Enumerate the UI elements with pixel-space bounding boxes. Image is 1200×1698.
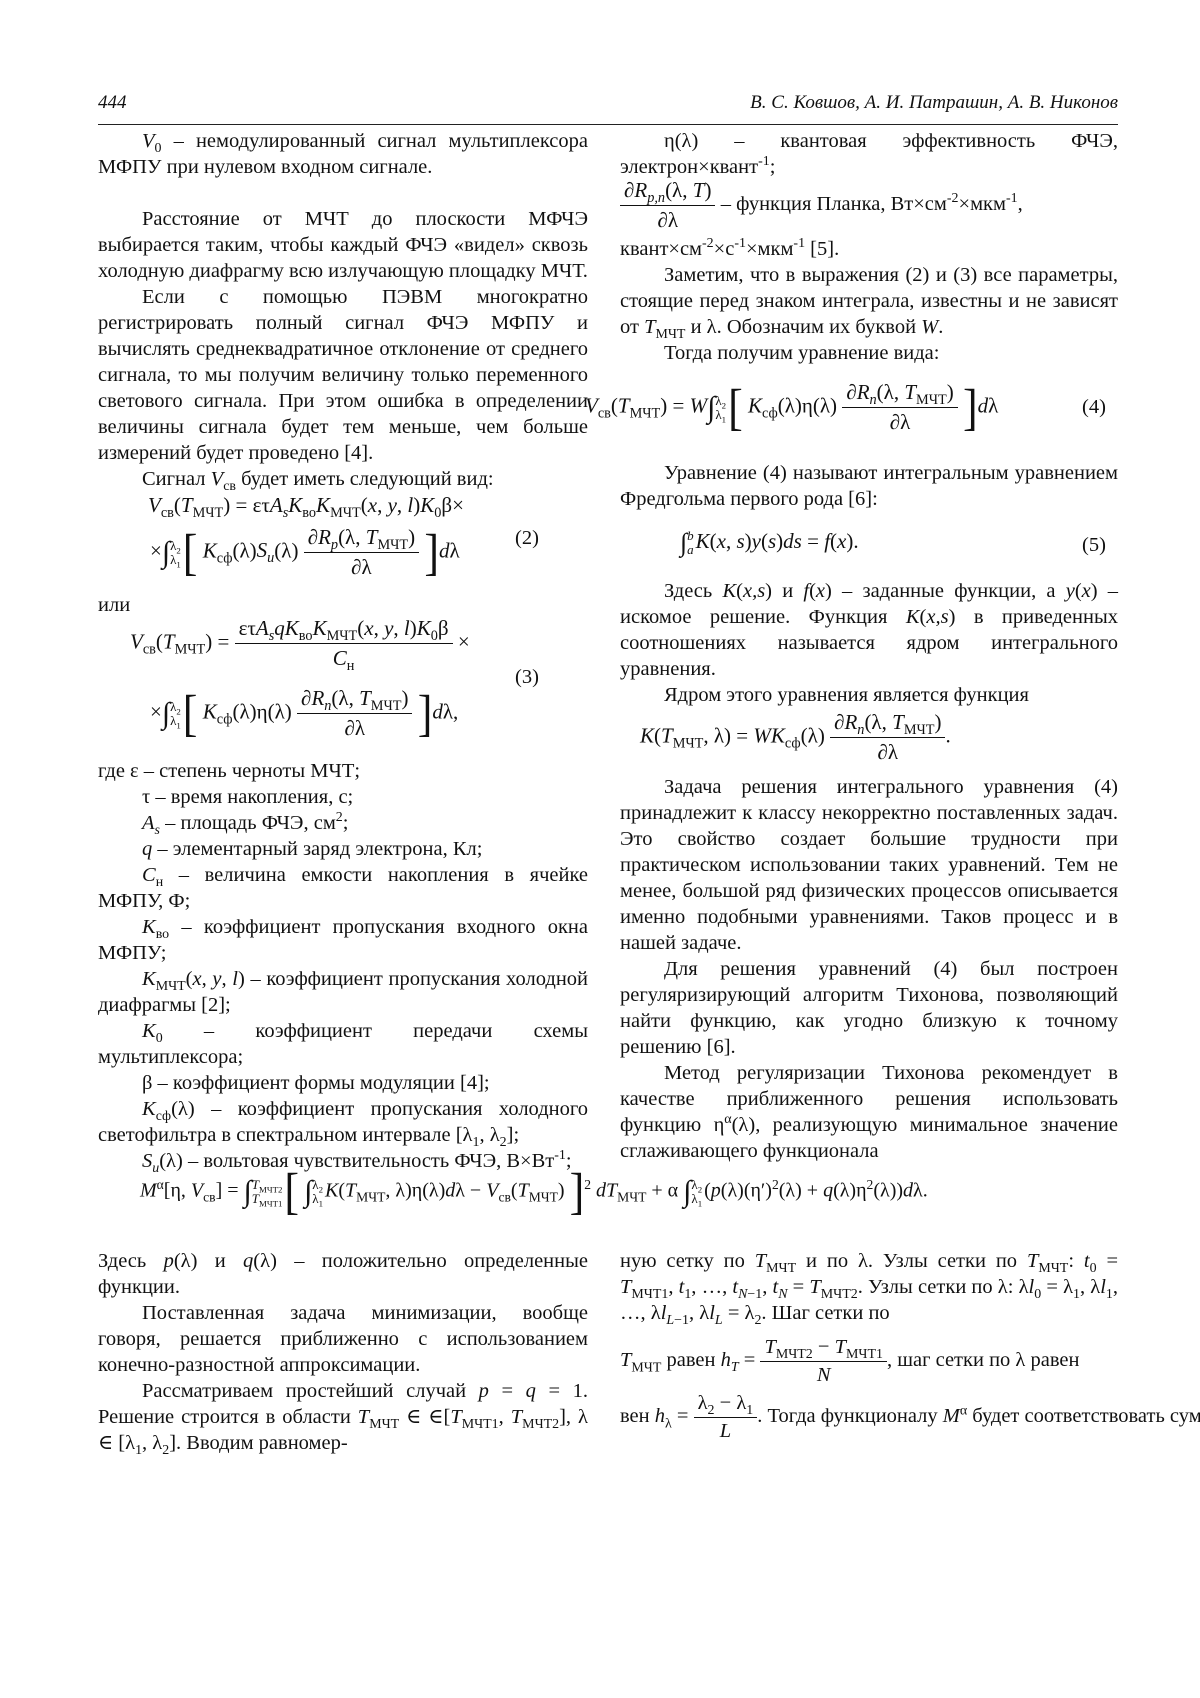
step-t-line: TМЧТ равен hT = TМЧТ2 − TМЧТ1 N , шаг сетки по λ равен [620, 1336, 1079, 1387]
paragraph-note: Заметим, что в выражения (2) и (3) все параметры, стоящие перед знаком интеграла, известны и не зависят от TМЧТ и λ. Обозначим их буквой W. [620, 262, 1118, 340]
right-fredholm [620, 460, 1118, 512]
equation-2-number: (2) [515, 527, 539, 550]
equation-4: Vсв(TМЧТ) = W∫λ2 λ1[ Kсф(λ)η(λ) ∂Rn(λ, TМЧТ) ∂λ ]dλ [585, 380, 998, 435]
running-header [98, 92, 1118, 120]
bottom-left-column [98, 1248, 588, 1456]
def-su: Su(λ) – вольтовая чувствительность ФЧЭ, В×Вт-1; [98, 1148, 588, 1174]
header-rule [98, 124, 1118, 125]
page [0, 0, 1200, 1698]
paragraph-simplest: Рассматриваем простейший случай p = q = 1. Решение строится в области TМЧТ ∈ ∈[TМЧТ1, TМЧТ2], λ ∈ [λ1, λ2]. Вводим равномер- [98, 1378, 588, 1456]
paragraph-grid: ную сетку по TМЧТ и по λ. Узлы сетки по TМЧТ: t0 = TМЧТ1, t1, …, tN−1, tN = TМЧТ2. Узлы сетки по λ: λl0 = λ1, λl1, …, λlL−1, λlL = λ2. Шаг сетки по [620, 1248, 1118, 1326]
right-column-main [620, 236, 1118, 366]
def-eta: η(λ) – квантовая эффективность ФЧЭ, электрон×квант-1; [620, 128, 1118, 180]
paragraph-signal: Сигнал Vсв будет иметь следующий вид: [98, 466, 588, 492]
equation-3-line2: ×∫λ2 λ1[ Kсф(λ)η(λ) ∂Rn(λ, TМЧТ) ∂λ ]dλ, [150, 686, 458, 741]
paragraph-here: Здесь K(x,s) и f(x) – заданные функции, а y(x) – искомое решение. Функция K(x,s) в приведенных соотношениях называется ядром интегрального уравнения. [620, 578, 1118, 682]
equation-2-line2: ×∫λ2 λ1[ Kсф(λ)Su(λ) ∂Rp(λ, TМЧТ) ∂λ ]dλ [150, 525, 460, 580]
equation-3-line1: Vсв(TМЧТ) = ετAsqKвоKМЧТ(x, y, l)K0β Cн × [130, 616, 470, 671]
paragraph-then: Тогда получим уравнение вида: [620, 340, 1118, 366]
def-as: As – площадь ФЧЭ, см2; [98, 810, 588, 836]
right-kernel-text [620, 578, 1118, 708]
functional-equation: Mα[η, Vсв] = ∫TМЧТ2 TМЧТ1[ ∫λ2 λ1K(TМЧТ, λ)η(λ)dλ − Vсв(TМЧТ) ]2 dTМЧТ + α ∫λ2 λ1(p(λ)(η′)2(λ) + q(λ)η2(λ))dλ. [140, 1170, 928, 1214]
step-lambda-line: вен hλ = λ2 − λ1 L . Тогда функционалу Mα будет соответствовать сумма [620, 1392, 1200, 1443]
paragraph-regularization: Метод регуляризации Тихонова рекомендует в качестве приближенного решения использовать функцию ηα(λ), реализующую минимальное значение сглаживающего функционала [620, 1060, 1118, 1164]
def-tau: τ – время накопления, с; [98, 784, 588, 810]
equation-5-number: (5) [1082, 534, 1106, 557]
planck-text: – функция Планка, Вт×см-2×мкм-1, [721, 193, 1023, 215]
paragraph-tikhonov: Для решения уравнений (4) был построен регуляризирующий алгоритм Тихонова, позволяющий найти функцию, как угодно близкую к точному решению [6]. [620, 956, 1118, 1060]
paragraph-fredholm: Уравнение (4) называют интегральным уравнением Фредгольма первого рода [6]: [620, 460, 1118, 512]
or-word [98, 592, 588, 618]
equation-5: ∫b aK(x, s)y(s)ds = f(x). [680, 528, 859, 558]
page-number: 444 [98, 92, 127, 114]
def-kmcht: KМЧТ(x, y, l) – коэффициент пропускания холодной диафрагмы [2]; [98, 966, 588, 1018]
or-text: или [98, 592, 588, 618]
paragraph-measurement: Если с помощью ПЭВМ многократно регистрировать полный сигнал ФЧЭ МФПУ и вычислять среднеквадратичное отклонение от среднего сигнала, то мы получим величину только переменного светового сигнала. При этом ошибка в определении величины сигнала будет тем меньше, чем больше измерений будет проведено [4]. [98, 284, 588, 466]
equation-4-number: (4) [1082, 396, 1106, 419]
paragraph-minimization: Поставленная задача минимизации, вообще говоря, решается приближенно с использованием конечно-разностной аппроксимации. [98, 1300, 588, 1378]
paragraph-ill-posed: Задача решения интегрального уравнения (4) принадлежит к классу некорректно поставленных задач. Это свойство создает большие трудности при практическом использовании таких уравнений. Тем не менее, большой ряд физических процессов описывается именно подобными уравнениями. Таков процесс и в нашей задаче. [620, 774, 1118, 956]
def-k0: K0 – коэффициент передачи схемы мультиплексора; [98, 1018, 588, 1070]
bottom-right-column [620, 1248, 1118, 1326]
equation-3-number: (3) [515, 666, 539, 689]
right-column-top [620, 128, 1118, 180]
left-column-top [98, 128, 588, 492]
v0-definition: V0 – немодулированный сигнал мультиплексора МФПУ при нулевом входном сигнале. [98, 128, 588, 180]
def-ksf: Kсф(λ) – коэффициент пропускания холодного светофильтра в спектральном интервале [λ1, λ2]; [98, 1096, 588, 1148]
equation-2-line1: Vсв(TМЧТ) = ετAsKвоKМЧТ(x, y, l)K0β× [148, 493, 464, 518]
def-epsilon: где ε – степень черноты МЧТ; [98, 758, 588, 784]
planck-units: квант×см-2×с-1×мкм-1 [5]. [620, 236, 1118, 262]
paragraph-distance: Расстояние от МЧТ до плоскости МФЧЭ выбирается таким, чтобы каждый ФЧЭ «видел» сквозь холодную диафрагму всю излучающую площадку МЧТ. [98, 206, 588, 284]
def-q: q – элементарный заряд электрона, Кл; [98, 836, 588, 862]
right-column-lower [620, 774, 1118, 1164]
paragraph-kernel: Ядром этого уравнения является функция [620, 682, 1118, 708]
header-authors: В. С. Ковшов, А. И. Патрашин, А. В. Никонов [750, 92, 1118, 114]
def-beta: β – коэффициент формы модуляции [4]; [98, 1070, 588, 1096]
def-kvo: Kво – коэффициент пропускания входного окна МФПУ; [98, 914, 588, 966]
left-column-definitions [98, 758, 588, 1174]
paragraph-positive: Здесь p(λ) и q(λ) – положительно определенные функции. [98, 1248, 588, 1300]
kernel-equation: K(TМЧТ, λ) = WKсф(λ) ∂Rn(λ, TМЧТ) ∂λ . [640, 710, 951, 765]
def-cn: Cн – величина емкости накопления в ячейке МФПУ, Ф; [98, 862, 588, 914]
planck-fraction: ∂Rp,n(λ, T) ∂λ – функция Планка, Вт×см-2×мкм-1, [620, 178, 1023, 233]
